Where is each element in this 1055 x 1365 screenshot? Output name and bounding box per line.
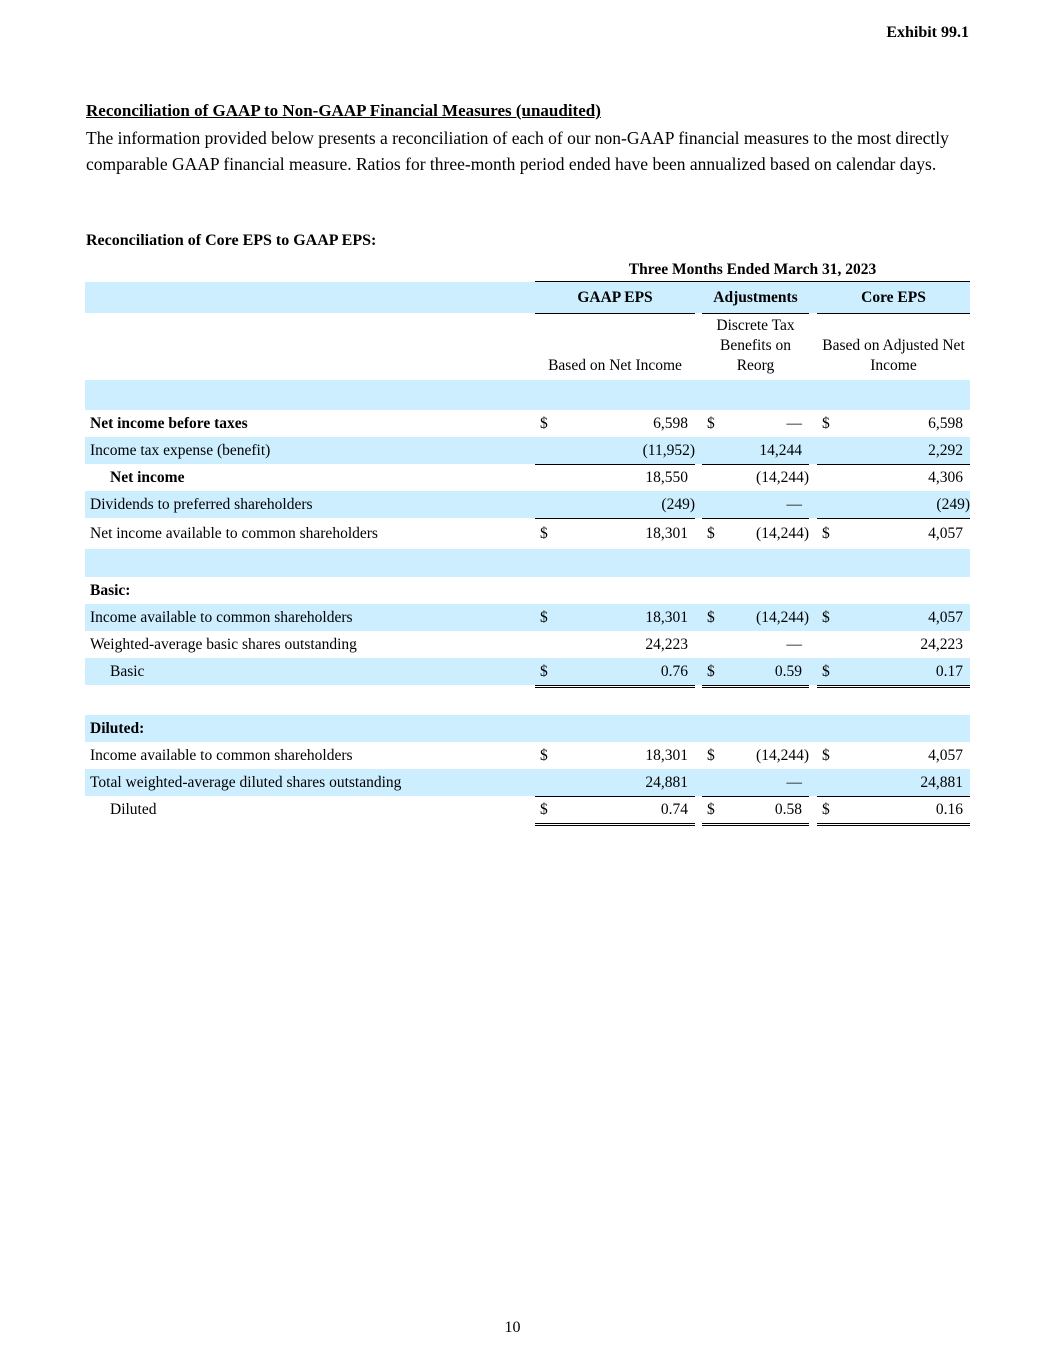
adjustment-value: 14,244 (759, 441, 802, 459)
core-value: 4,057 (928, 524, 963, 542)
gaap-value: 0.74 (660, 800, 688, 818)
core-value: 6,598 (928, 414, 963, 432)
dollar-sign: $ (707, 414, 715, 432)
row-label: Net income available to common shareholders (90, 524, 378, 542)
gaap-value: 24,223 (645, 635, 688, 653)
adjustment-value: (14,244) (756, 608, 809, 626)
row-label: Dividends to preferred shareholders (90, 495, 313, 513)
dollar-sign: $ (707, 524, 715, 542)
dollar-sign: $ (540, 414, 548, 432)
table-row-dividends (85, 491, 970, 518)
dollar-sign: $ (822, 414, 830, 432)
row-label: Weighted-average basic shares outstanding (90, 635, 357, 653)
adjustment-value: — (786, 495, 802, 513)
gaap-value: 18,301 (645, 746, 688, 764)
dollar-sign: $ (707, 608, 715, 626)
column-subheader-row (85, 313, 970, 380)
gaap-value: 18,301 (645, 524, 688, 542)
table-row-basic-shares (85, 631, 970, 658)
core-value: 24,881 (920, 773, 963, 791)
gaap-value: 24,881 (645, 773, 688, 791)
exhibit-label: Exhibit 99.1 (886, 24, 969, 41)
row-label: Net income before taxes (90, 414, 248, 432)
table-title: Reconciliation of Core EPS to GAAP EPS: (86, 232, 377, 249)
adjustment-value: 0.58 (774, 800, 802, 818)
dollar-sign: $ (822, 524, 830, 542)
adjustment-value: (14,244) (756, 524, 809, 542)
section-label: Diluted: (90, 719, 145, 737)
table-row-diluted-header (85, 715, 970, 742)
col-sub-adjustments: Discrete Tax Benefits on Reorg (716, 317, 795, 374)
adjustment-value: — (786, 414, 802, 432)
intro-paragraph: The information provided below presents a reconciliation of each of our non-GAAP financial measures to the most directly comparable GAAP financial measure. Ratios for three-month period ended have been annualized based on calendar days. (86, 128, 949, 174)
dollar-sign: $ (540, 800, 548, 818)
dollar-sign: $ (822, 662, 830, 680)
spacer-row (85, 685, 970, 715)
table-row-income-tax (85, 437, 970, 464)
spacer-row (85, 549, 970, 577)
table-row-net-income (85, 464, 970, 491)
core-value: 24,223 (920, 635, 963, 653)
column-header-row (85, 282, 970, 313)
core-value: 0.17 (935, 662, 963, 680)
adjustment-value: — (786, 635, 802, 653)
core-value: 2,292 (928, 441, 963, 459)
row-label: Diluted (110, 800, 157, 818)
dollar-sign: $ (822, 800, 830, 818)
dollar-sign: $ (707, 746, 715, 764)
dollar-sign: $ (540, 608, 548, 626)
table-row-diluted-eps (85, 796, 970, 823)
table-row-basic-header (85, 577, 970, 604)
gaap-value: 18,550 (645, 468, 688, 486)
core-value: 4,057 (928, 608, 963, 626)
col-head-core: Core EPS (817, 282, 970, 314)
dollar-sign: $ (707, 662, 715, 680)
row-label: Income available to common shareholders (90, 608, 353, 626)
table-row-net-income-available (85, 518, 970, 549)
table-row-basic-eps (85, 658, 970, 685)
section-heading: Reconciliation of GAAP to Non-GAAP Financial Measures (unaudited) (86, 101, 601, 120)
dollar-sign: $ (707, 800, 715, 818)
row-label: Total weighted-average diluted shares outstanding (90, 773, 402, 791)
col-head-adjustments: Adjustments (702, 282, 809, 314)
row-label: Income available to common shareholders (90, 746, 353, 764)
dollar-sign: $ (540, 524, 548, 542)
row-label: Basic (110, 662, 145, 680)
table-row-diluted-income (85, 742, 970, 769)
dollar-sign: $ (540, 662, 548, 680)
dollar-sign: $ (540, 746, 548, 764)
gaap-value: 18,301 (645, 608, 688, 626)
adjustment-value: 0.59 (774, 662, 802, 680)
table-row-net-income-before-taxes (85, 410, 970, 437)
col-head-gaap: GAAP EPS (535, 282, 695, 314)
col-sub-core: Based on Adjusted Net Income (822, 337, 965, 374)
table-row-diluted-shares (85, 769, 970, 796)
reconciliation-table (85, 282, 970, 823)
adjustment-value: (14,244) (756, 468, 809, 486)
page-number: 10 (504, 1319, 521, 1336)
section-label: Basic: (90, 581, 131, 599)
row-label: Net income (110, 468, 185, 486)
gaap-value: 6,598 (653, 414, 688, 432)
row-label: Income tax expense (benefit) (90, 441, 271, 459)
core-value: 0.16 (935, 800, 963, 818)
core-value: 4,306 (928, 468, 963, 486)
table-row-basic-income (85, 604, 970, 631)
gaap-value: 0.76 (660, 662, 688, 680)
gaap-value: (11,952) (642, 441, 695, 459)
gaap-value: (249) (661, 495, 695, 513)
dollar-sign: $ (822, 608, 830, 626)
core-value: 4,057 (928, 746, 963, 764)
adjustment-value: — (786, 773, 802, 791)
spacer-row (85, 380, 970, 410)
period-header: Three Months Ended March 31, 2023 (535, 261, 970, 283)
dollar-sign: $ (822, 746, 830, 764)
adjustment-value: (14,244) (756, 746, 809, 764)
core-value: (249) (936, 495, 970, 513)
col-sub-gaap: Based on Net Income (548, 357, 682, 374)
